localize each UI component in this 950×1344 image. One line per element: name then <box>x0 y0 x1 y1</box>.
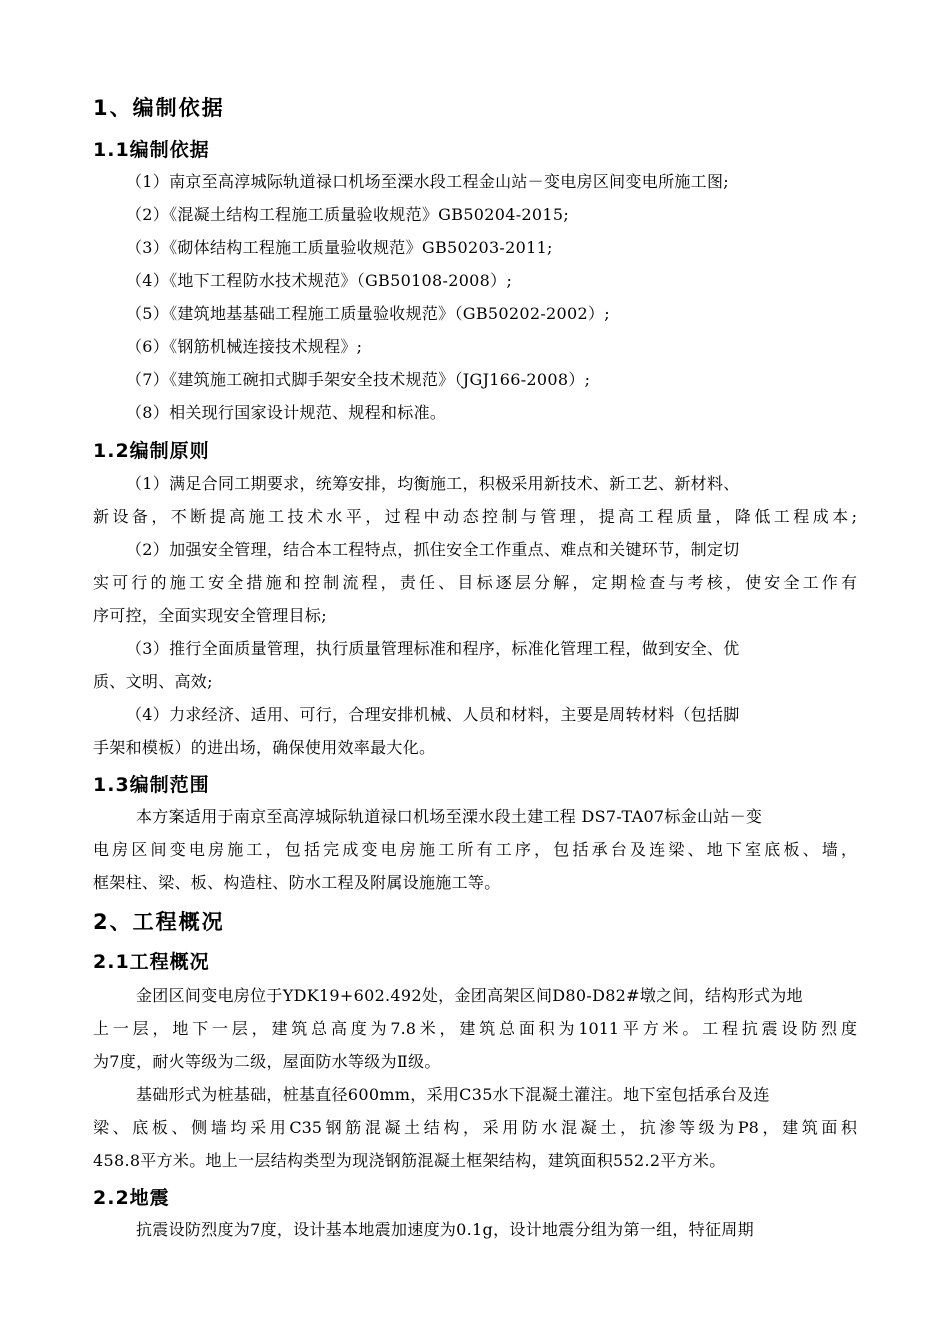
paragraph-line: 质、文明、高效; <box>93 672 213 691</box>
list-item: （6）《钢筋机械连接技术规程》; <box>126 337 363 356</box>
paragraph-line: （4）力求经济、适用、可行，合理安排机械、人员和材料，主要是周转材料（包括脚 <box>126 705 740 724</box>
section-heading-2-1: 2.1工程概况 <box>93 951 210 973</box>
paragraph-line: 框架柱、梁、板、构造柱、防水工程及附属设施施工等。 <box>93 873 501 892</box>
list-item: （8）相关现行国家设计规范、规程和标准。 <box>126 403 447 422</box>
paragraph-line: 手架和模板）的进出场，确保使用效率最大化。 <box>93 738 436 757</box>
paragraph-line: 实可行的施工安全措施和控制流程，责任、目标逐层分解，定期检查与考核，使安全工作有 <box>93 573 857 592</box>
paragraph-line: 基础形式为桩基础，桩基直径600mm，采用C35水下混凝土灌注。地下室包括承台及连 <box>136 1085 770 1104</box>
paragraph-line: 458.8平方米。地上一层结构类型为现浇钢筋混凝土框架结构，建筑面积552.2平方米。 <box>93 1151 726 1170</box>
paragraph-line: （2）加强安全管理，结合本工程特点，抓住安全工作重点、难点和关键环节，制定切 <box>126 540 740 559</box>
paragraph-line: 梁、底板、侧墙均采用C35钢筋混凝土结构，采用防水混凝土，抗渗等级为P8，建筑面积 <box>93 1118 857 1137</box>
list-item: （7）《建筑施工碗扣式脚手架安全技术规范》（JGJ166-2008）; <box>126 370 591 389</box>
paragraph-line: 为7度，耐火等级为二级，屋面防水等级为Ⅱ级。 <box>93 1052 441 1071</box>
section-heading-1: 1、编制依据 <box>93 96 225 120</box>
paragraph-line: 电房区间变电房施工，包括完成变电房施工所有工序，包括承台及连梁、地下室底板、墙， <box>93 840 857 859</box>
list-item: （2）《混凝土结构工程施工质量验收规范》GB50204-2015; <box>126 205 570 224</box>
section-heading-1-1: 1.1编制依据 <box>93 139 210 161</box>
section-heading-1-2: 1.2编制原则 <box>93 440 210 462</box>
paragraph-line: 上一层，地下一层，建筑总高度为7.8米，建筑总面积为1011平方米。工程抗震设防烈度 <box>93 1019 857 1038</box>
paragraph-line: （1）满足合同工期要求，统筹安排，均衡施工，积极采用新技术、新工艺、新材料、 <box>126 474 740 493</box>
list-item: （5）《建筑地基基础工程施工质量验收规范》（GB50202-2002）; <box>126 304 610 323</box>
paragraph-line: 序可控，全面实现安全管理目标; <box>93 606 327 625</box>
list-item: （4）《地下工程防水技术规范》（GB50108-2008）; <box>126 271 513 290</box>
paragraph-line: （3）推行全面质量管理，执行质量管理标准和程序，标准化管理工程，做到安全、优 <box>126 639 740 658</box>
paragraph-line: 新设备，不断提高施工技术水平，过程中动态控制与管理，提高工程质量，降低工程成本; <box>93 507 857 526</box>
paragraph-line: 抗震设防烈度为7度，设计基本地震加速度为0.1g，设计地震分组为第一组，特征周期 <box>136 1220 754 1239</box>
section-heading-2-2: 2.2地震 <box>93 1187 170 1209</box>
section-heading-2: 2、工程概况 <box>93 910 225 934</box>
section-heading-1-3: 1.3编制范围 <box>93 774 210 796</box>
list-item: （3）《砌体结构工程施工质量验收规范》GB50203-2011; <box>126 238 553 257</box>
paragraph-line: 金团区间变电房位于YDK19+602.492处，金团高架区间D80-D82#墩之间，结构形式为地 <box>136 986 803 1005</box>
list-item: （1）南京至高淳城际轨道禄口机场至溧水段工程金山站－变电房区间变电所施工图; <box>126 172 729 191</box>
paragraph-line: 本方案适用于南京至高淳城际轨道禄口机场至溧水段土建工程 DS7-TA07标金山站－变 <box>136 807 763 826</box>
